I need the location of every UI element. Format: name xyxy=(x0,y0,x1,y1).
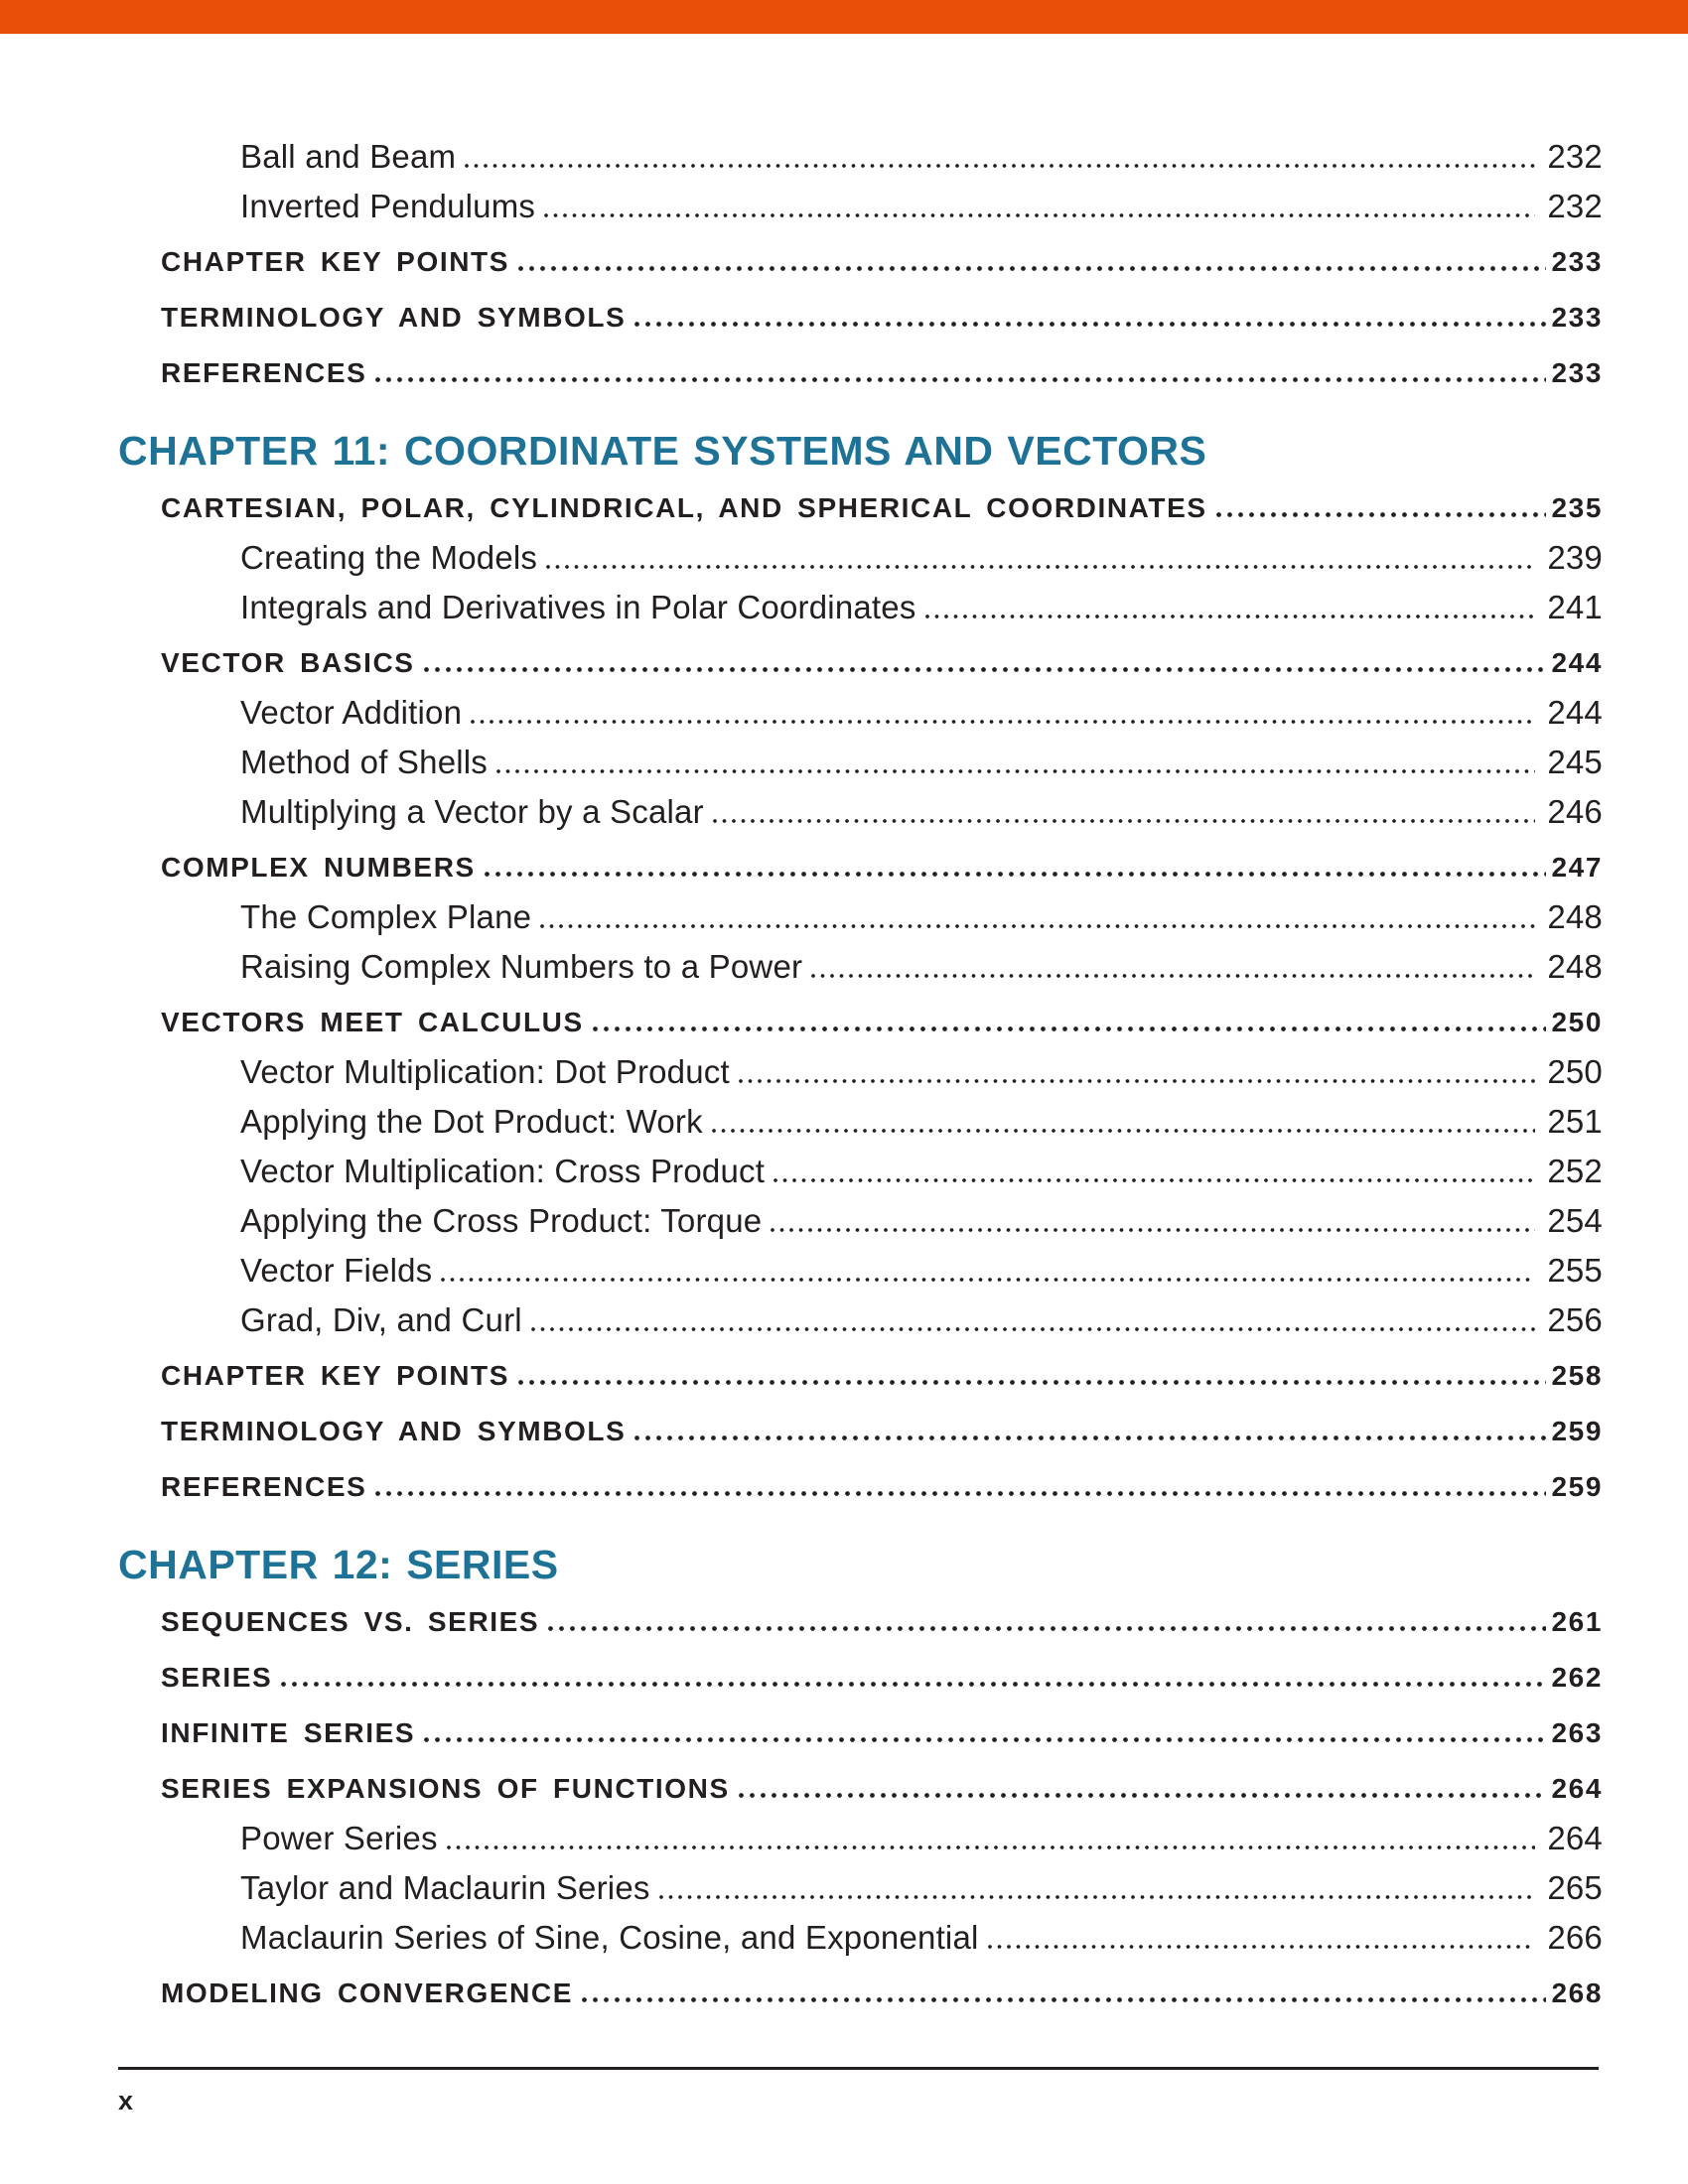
toc-entry-page: 250 xyxy=(1551,1007,1603,1037)
toc-entry-page: 261 xyxy=(1551,1606,1603,1637)
toc-entry-page: 241 xyxy=(1547,589,1603,625)
footer-divider-rule xyxy=(118,2067,1599,2070)
toc-entry xyxy=(0,1097,1688,1147)
toc-entry xyxy=(0,1462,1688,1512)
toc-entry-label: Multiplying a Vector by a Scalar xyxy=(240,793,704,830)
dot-leader xyxy=(375,1491,1546,1496)
toc-entry xyxy=(0,1814,1688,1863)
dot-leader xyxy=(441,1278,1535,1282)
toc-entry-page: 244 xyxy=(1547,694,1603,731)
chapter-heading-label: CHAPTER 12: SERIES xyxy=(118,1542,559,1587)
toc-entry-label: Ball and Beam xyxy=(240,138,457,175)
toc-entry-label: REFERENCES xyxy=(161,1471,367,1502)
toc-entry-label: TERMINOLOGY AND SYMBOLS xyxy=(161,1416,627,1446)
toc-entry xyxy=(0,638,1688,688)
toc-entry-page: 259 xyxy=(1551,1471,1603,1502)
toc-entry-label: Integrals and Derivatives in Polar Coordinates xyxy=(240,589,916,625)
toc-entry xyxy=(0,942,1688,992)
dot-leader xyxy=(739,1793,1547,1798)
toc-entry-page: 265 xyxy=(1547,1869,1603,1906)
toc-entry xyxy=(0,1764,1688,1814)
dot-leader xyxy=(774,1178,1535,1182)
chapter-heading-label: CHAPTER 11: COORDINATE SYSTEMS AND VECTORS xyxy=(118,428,1207,474)
dot-leader xyxy=(713,819,1536,823)
toc-entry-label: Inverted Pendulums xyxy=(240,188,536,224)
toc-entry-page: 250 xyxy=(1547,1053,1603,1090)
toc-entry-label: Method of Shells xyxy=(240,744,489,780)
dot-leader xyxy=(465,164,1535,168)
toc-entry xyxy=(0,1653,1688,1703)
toc-entry-page: 263 xyxy=(1551,1717,1603,1748)
toc-entry-label: TERMINOLOGY AND SYMBOLS xyxy=(161,302,627,333)
toc-entry xyxy=(0,787,1688,837)
toc-entry-page: 262 xyxy=(1551,1662,1603,1693)
toc-entry-page: 256 xyxy=(1547,1301,1603,1338)
toc-entry-page: 246 xyxy=(1547,793,1603,830)
toc-entry xyxy=(0,998,1688,1047)
toc-entry-page: 233 xyxy=(1551,302,1603,333)
dot-leader xyxy=(771,1228,1535,1232)
toc-entry-label: COMPLEX NUMBERS xyxy=(161,852,476,883)
toc-entry-label: SEQUENCES VS. SERIES xyxy=(161,1606,540,1637)
toc-entry-page: 264 xyxy=(1547,1820,1603,1856)
toc-entry-page: 266 xyxy=(1547,1919,1603,1956)
dot-leader xyxy=(544,213,1535,217)
dot-leader xyxy=(988,1945,1536,1949)
toc-entry-label: Vector Multiplication: Dot Product xyxy=(240,1053,730,1090)
toc-entry xyxy=(0,483,1688,533)
table-of-contents xyxy=(0,132,1688,2018)
dot-leader xyxy=(659,1895,1536,1899)
toc-entry xyxy=(0,1407,1688,1456)
dot-leader xyxy=(1216,512,1547,517)
toc-entry xyxy=(0,1147,1688,1196)
toc-entry-page: 268 xyxy=(1551,1978,1603,2008)
toc-entry xyxy=(0,132,1688,182)
toc-entry-label: Creating the Models xyxy=(240,539,538,576)
toc-entry xyxy=(0,1351,1688,1401)
dot-leader xyxy=(424,667,1547,672)
toc-entry-label: Vector Multiplication: Cross Product xyxy=(240,1153,766,1189)
toc-entry-label: Grad, Div, and Curl xyxy=(240,1301,522,1338)
toc-entry-page: 233 xyxy=(1551,357,1603,388)
dot-leader xyxy=(634,322,1546,327)
toc-entry-label: CARTESIAN, POLAR, CYLINDRICAL, AND SPHERICAL COORDINATES xyxy=(161,492,1207,523)
toc-entry-label: Vector Fields xyxy=(240,1252,433,1289)
toc-entry-label: CHAPTER KEY POINTS xyxy=(161,1360,509,1391)
toc-entry-page: 259 xyxy=(1551,1416,1603,1446)
dot-leader xyxy=(531,1327,1536,1331)
toc-entry-page: 233 xyxy=(1551,246,1603,277)
toc-entry-page: 255 xyxy=(1547,1252,1603,1289)
toc-entry-label: VECTORS MEET CALCULUS xyxy=(161,1007,584,1037)
dot-leader xyxy=(471,720,1535,724)
toc-entry xyxy=(0,348,1688,398)
toc-entry xyxy=(0,1863,1688,1913)
dot-leader xyxy=(546,565,1535,569)
dot-leader xyxy=(281,1682,1546,1687)
folio-page-number: x xyxy=(118,2086,134,2116)
toc-entry-page: 248 xyxy=(1547,898,1603,935)
dot-leader xyxy=(540,924,1535,928)
toc-entry-label: MODELING CONVERGENCE xyxy=(161,1978,574,2008)
dot-leader xyxy=(424,1737,1546,1742)
dot-leader xyxy=(712,1129,1536,1133)
chapter-heading xyxy=(0,420,1688,481)
toc-entry xyxy=(0,182,1688,231)
toc-entry-page: 248 xyxy=(1547,948,1603,985)
toc-entry-page: 245 xyxy=(1547,744,1603,780)
dot-leader xyxy=(593,1026,1547,1031)
toc-entry-label: SERIES xyxy=(161,1662,273,1693)
toc-entry-label: SERIES EXPANSIONS OF FUNCTIONS xyxy=(161,1773,730,1804)
toc-entry-label: REFERENCES xyxy=(161,357,367,388)
dot-leader xyxy=(634,1435,1546,1440)
toc-entry-label: Applying the Dot Product: Work xyxy=(240,1103,703,1140)
toc-entry-page: 254 xyxy=(1547,1202,1603,1239)
toc-entry xyxy=(0,688,1688,738)
toc-entry-label: Applying the Cross Product: Torque xyxy=(240,1202,763,1239)
dot-leader xyxy=(485,872,1547,877)
dot-leader xyxy=(582,1997,1546,2002)
toc-entry xyxy=(0,1708,1688,1758)
toc-entry-page: 258 xyxy=(1551,1360,1603,1391)
toc-entry-label: Taylor and Maclaurin Series xyxy=(240,1869,650,1906)
toc-entry-page: 235 xyxy=(1551,492,1603,523)
toc-entry-label: Power Series xyxy=(240,1820,438,1856)
toc-entry xyxy=(0,1597,1688,1647)
toc-entry xyxy=(0,293,1688,342)
toc-entry-label: VECTOR BASICS xyxy=(161,647,415,678)
dot-leader xyxy=(518,1380,1546,1385)
toc-entry xyxy=(0,843,1688,892)
dot-leader xyxy=(518,266,1546,271)
toc-entry-page: 239 xyxy=(1547,539,1603,576)
toc-entry-label: CHAPTER KEY POINTS xyxy=(161,246,509,277)
toc-entry xyxy=(0,1913,1688,1963)
chapter-heading xyxy=(0,1534,1688,1595)
toc-entry xyxy=(0,1047,1688,1097)
dot-leader xyxy=(496,769,1535,773)
toc-entry-label: Raising Complex Numbers to a Power xyxy=(240,948,803,985)
toc-entry-page: 264 xyxy=(1551,1773,1603,1804)
toc-entry-page: 232 xyxy=(1547,188,1603,224)
dot-leader xyxy=(447,1845,1536,1849)
toc-entry-page: 244 xyxy=(1551,647,1603,678)
toc-entry xyxy=(0,583,1688,632)
toc-entry xyxy=(0,1296,1688,1345)
toc-entry xyxy=(0,892,1688,942)
toc-entry-page: 251 xyxy=(1547,1103,1603,1140)
toc-entry-page: 232 xyxy=(1547,138,1603,175)
toc-entry xyxy=(0,237,1688,287)
dot-leader xyxy=(739,1079,1535,1083)
dot-leader xyxy=(548,1626,1546,1631)
toc-entry xyxy=(0,533,1688,583)
toc-entry-label: INFINITE SERIES xyxy=(161,1717,416,1748)
dot-leader xyxy=(925,614,1536,618)
toc-entry-label: The Complex Plane xyxy=(240,898,532,935)
toc-entry xyxy=(0,1196,1688,1246)
toc-entry-label: Vector Addition xyxy=(240,694,463,731)
toc-entry xyxy=(0,738,1688,787)
toc-entry-label: Maclaurin Series of Sine, Cosine, and Exponential xyxy=(240,1919,979,1956)
page-top-color-band xyxy=(0,0,1688,34)
dot-leader xyxy=(375,377,1546,382)
toc-entry xyxy=(0,1969,1688,2018)
toc-entry-page: 252 xyxy=(1547,1153,1603,1189)
toc-entry xyxy=(0,1246,1688,1296)
toc-entry-page: 247 xyxy=(1551,852,1603,883)
dot-leader xyxy=(811,974,1535,978)
